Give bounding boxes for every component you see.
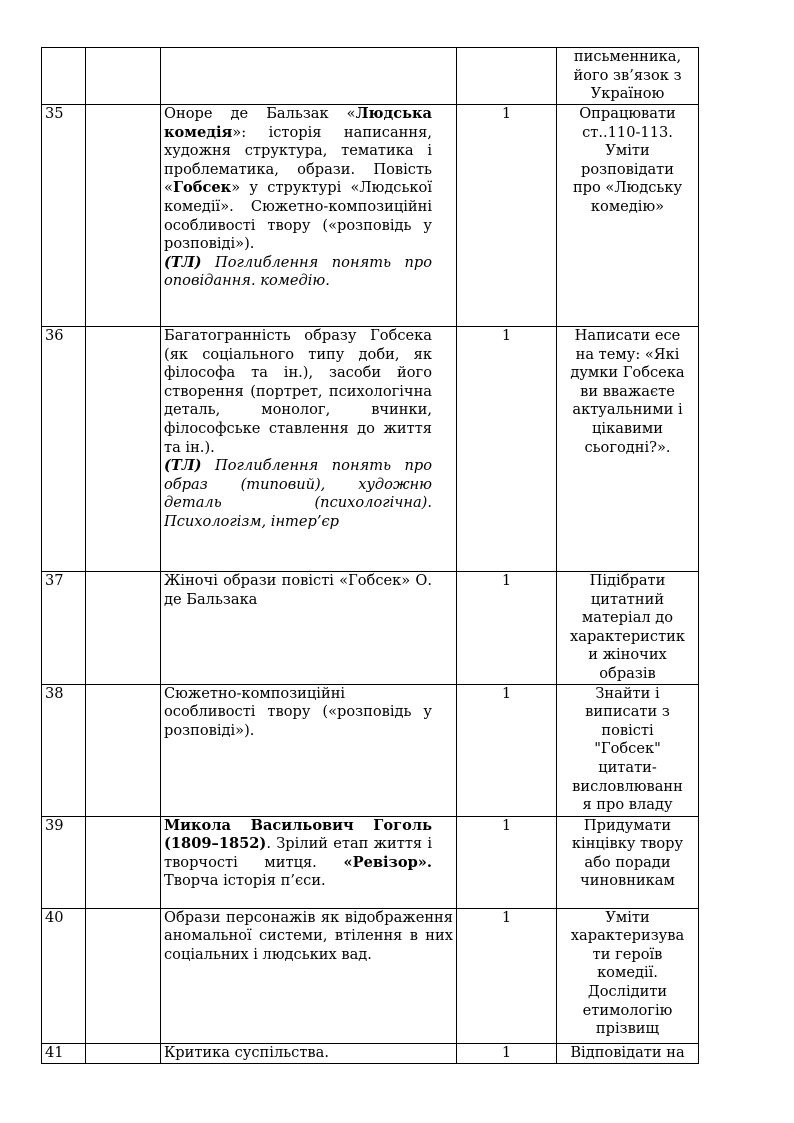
topic-text: » у структурі «Людської комедії». Сюжетно-композиційні особливості твору («розповідь у розповіді»). bbox=[164, 179, 432, 253]
homework-line: Опрацювати bbox=[579, 105, 676, 122]
homework-line: Підібрати bbox=[589, 572, 666, 589]
date-cell bbox=[86, 48, 161, 105]
homework-line: Написати есе bbox=[574, 327, 681, 344]
lesson-number-cell: 36 bbox=[42, 327, 86, 572]
date-cell bbox=[86, 1043, 161, 1063]
homework-line: комедії. bbox=[597, 964, 658, 982]
table-row bbox=[42, 816, 699, 908]
lesson-number-cell bbox=[42, 48, 86, 105]
topic-text: Людська комедія bbox=[164, 105, 432, 141]
table-row bbox=[42, 48, 699, 105]
hours-cell: 1 bbox=[457, 816, 557, 908]
homework-cell bbox=[557, 684, 699, 816]
topic-text: Багатогранність образу Гобсека (як соціального типу доби, як філософа та ін.), засоби його створення (портрет, психологічна деталь, монолог, вчинки, філософське ставлення до життя та ін.). bbox=[164, 327, 432, 456]
homework-line: комедію» bbox=[590, 197, 665, 215]
homework-line: висловлюванн bbox=[572, 777, 683, 795]
table-row bbox=[42, 105, 699, 327]
homework-line: Україною bbox=[590, 85, 665, 103]
homework-line: "Гобсек" bbox=[594, 740, 661, 758]
homework-line: характеризува bbox=[570, 927, 685, 945]
topic-cell bbox=[161, 327, 457, 572]
hours-cell: 1 bbox=[457, 684, 557, 816]
topic-text: Поглиблення понять про оповідання. комедію. bbox=[164, 253, 432, 290]
homework-line: чиновникам bbox=[580, 872, 675, 890]
homework-line: письменника, bbox=[573, 48, 682, 65]
hours-cell: 1 bbox=[457, 1043, 557, 1063]
table-row bbox=[42, 572, 699, 685]
homework-line: Уміти bbox=[605, 908, 650, 926]
homework-line: Уміти bbox=[605, 142, 650, 160]
hours-cell bbox=[457, 48, 557, 105]
homework-line: виписати з bbox=[585, 703, 670, 721]
homework-cell bbox=[557, 908, 699, 1043]
topic-cell bbox=[161, 908, 457, 1043]
homework-cell bbox=[557, 105, 699, 327]
homework-line: Знайти і bbox=[595, 684, 660, 702]
homework-line: и жіночих bbox=[588, 646, 667, 664]
homework-cell bbox=[557, 327, 699, 572]
table-row bbox=[42, 327, 699, 572]
homework-line: цитатний bbox=[590, 590, 665, 608]
table-row bbox=[42, 908, 699, 1043]
topic-text: «Ревізор». bbox=[343, 853, 432, 871]
homework-line: я про владу bbox=[582, 796, 673, 814]
homework-line: Придумати bbox=[583, 816, 672, 834]
homework-line: на тему: «Які bbox=[575, 345, 680, 363]
homework-line: прізвищ bbox=[595, 1020, 660, 1038]
table-row bbox=[42, 684, 699, 816]
date-cell bbox=[86, 908, 161, 1043]
homework-line: ти героїв bbox=[592, 945, 663, 963]
hours-cell: 1 bbox=[457, 572, 557, 685]
homework-line: розповідати bbox=[581, 160, 674, 178]
homework-line: образів bbox=[599, 664, 656, 682]
homework-line: про «Людську bbox=[572, 179, 683, 197]
date-cell bbox=[86, 684, 161, 816]
topic-text: . Зрілий етап життя і творчості митця. bbox=[164, 835, 432, 871]
topic-text: Поглиблення понять про образ (типовий), художню деталь (психологічна). Психологізм, інтер’єр bbox=[164, 457, 432, 530]
homework-line: цитати- bbox=[598, 758, 657, 776]
date-cell bbox=[86, 572, 161, 685]
topic-text: Сюжетно-композиційні особливості твору («розповідь у розповіді»). bbox=[164, 684, 432, 739]
homework-line: Відповідати на bbox=[570, 1043, 685, 1061]
homework-line: або поради bbox=[584, 853, 671, 871]
date-cell bbox=[86, 105, 161, 327]
lesson-number-cell: 40 bbox=[42, 908, 86, 1043]
topic-text: Творча історія п’єси. bbox=[164, 872, 326, 890]
date-cell bbox=[86, 816, 161, 908]
homework-line: повісті bbox=[601, 721, 654, 739]
topic-text: Микола Васильович Гоголь (1809–1852) bbox=[164, 816, 432, 853]
homework-line: актуальними і bbox=[572, 401, 683, 419]
homework-line: його зв’язок з bbox=[573, 66, 682, 84]
lesson-number-cell: 41 bbox=[42, 1043, 86, 1063]
topic-text: Оноре де Бальзак « bbox=[164, 105, 356, 122]
topic-text: »: історія написання, художня структура, тематика і проблематика, образи. Повість « bbox=[164, 123, 432, 197]
lesson-number-cell: 35 bbox=[42, 105, 86, 327]
topic-text: (ТЛ) bbox=[164, 253, 202, 271]
topic-text: Гобсек bbox=[172, 179, 232, 197]
homework-line: матеріал до bbox=[581, 609, 674, 627]
homework-line: сьогодні?». bbox=[584, 438, 671, 456]
topic-cell bbox=[161, 105, 457, 327]
topic-text: (ТЛ) bbox=[164, 457, 202, 475]
homework-line: ви вважаєте bbox=[580, 382, 675, 400]
homework-line: думки Гобсека bbox=[570, 364, 685, 382]
topic-cell bbox=[161, 816, 457, 908]
date-cell bbox=[86, 327, 161, 572]
table-row bbox=[42, 1043, 699, 1063]
topic-cell bbox=[161, 48, 457, 105]
homework-cell bbox=[557, 816, 699, 908]
hours-cell: 1 bbox=[457, 327, 557, 572]
homework-line: ст..110-113. bbox=[582, 123, 673, 141]
topic-text: Образи персонажів як відображення аномальної системи, втілення в них соціальних і людських вад. bbox=[164, 908, 453, 963]
topic-text: Жіночі образи повісті «Гобсек» О. де Бальзака bbox=[164, 572, 432, 608]
homework-cell bbox=[557, 572, 699, 685]
lesson-number-cell: 37 bbox=[42, 572, 86, 685]
lesson-plan-table bbox=[41, 47, 699, 1064]
topic-cell bbox=[161, 1043, 457, 1063]
lesson-number-cell: 38 bbox=[42, 684, 86, 816]
topic-cell bbox=[161, 684, 457, 816]
homework-cell bbox=[557, 1043, 699, 1063]
topic-text: Критика суспільства. bbox=[164, 1043, 329, 1061]
lesson-number-cell: 39 bbox=[42, 816, 86, 908]
homework-cell bbox=[557, 48, 699, 105]
homework-line: етимологію bbox=[582, 1001, 673, 1019]
homework-line: Дослідити bbox=[587, 982, 668, 1000]
hours-cell: 1 bbox=[457, 908, 557, 1043]
homework-line: кінцівку твору bbox=[571, 835, 684, 853]
hours-cell: 1 bbox=[457, 105, 557, 327]
topic-cell bbox=[161, 572, 457, 685]
homework-line: характеристик bbox=[570, 627, 685, 645]
homework-line: цікавими bbox=[592, 419, 663, 437]
